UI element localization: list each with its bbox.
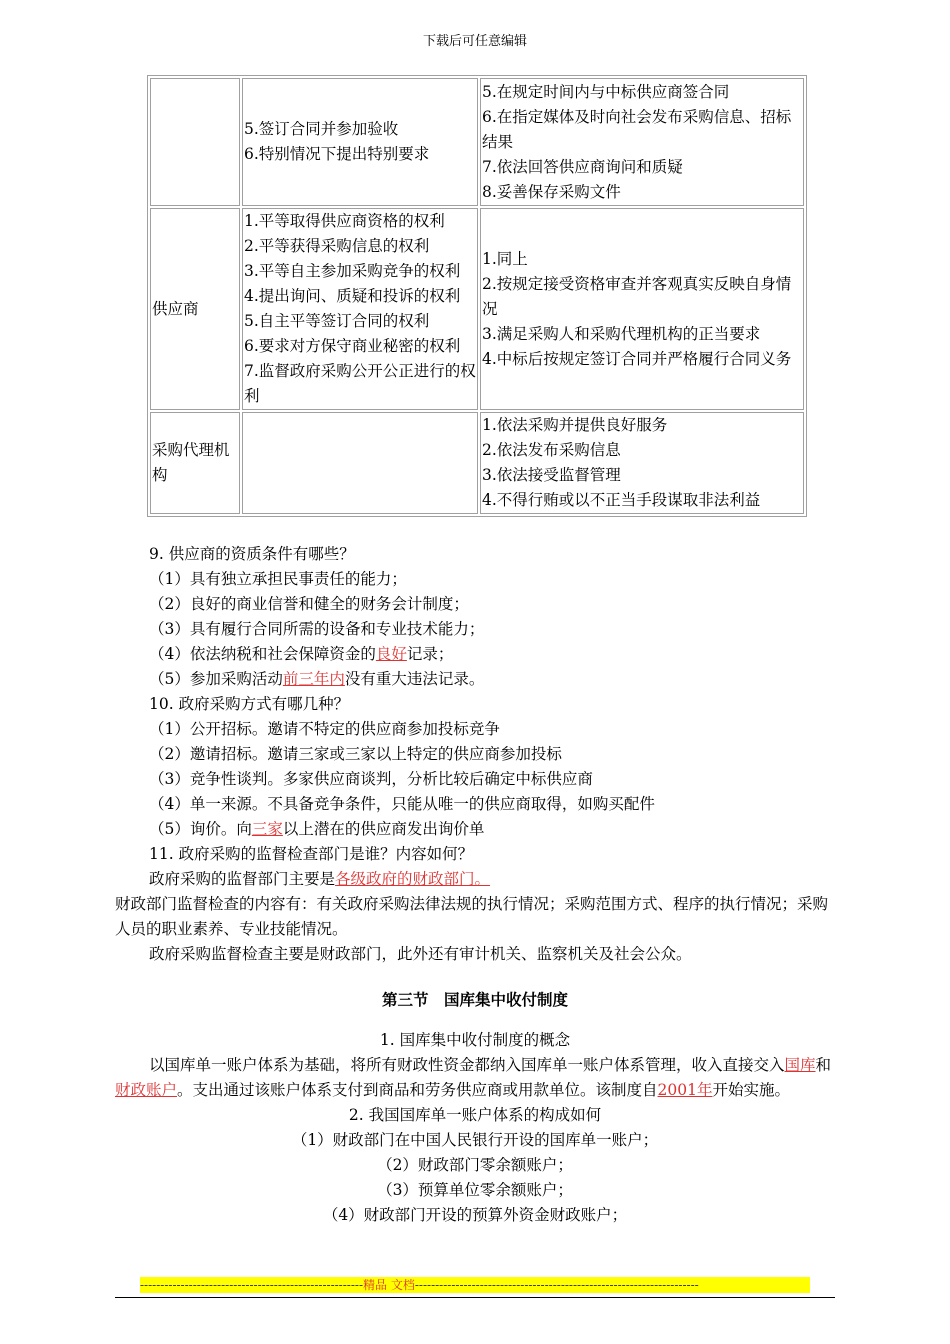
account-line: （4）财政部门开设的预算外资金财政账户； xyxy=(322,1206,628,1224)
cell-line: 6.在指定媒体及时向社会发布采购信息、招标结果 xyxy=(482,107,792,151)
rights-obligations-table xyxy=(147,75,807,517)
cell-line: 2.依法发布采购信息 xyxy=(482,441,621,459)
page-header: 下载后可任意编辑 xyxy=(422,34,527,49)
account-line: （1）财政部门在中国人民银行开设的国库单一账户； xyxy=(291,1131,659,1149)
row3-col2 xyxy=(242,412,478,514)
q9-line: （3）具有履行合同所需的设备和专业技术能力； xyxy=(149,620,485,638)
cell-line: 8.妥善保存采购文件 xyxy=(482,182,621,201)
q9-line xyxy=(115,642,835,667)
cell-line: 4.不得行贿或以不正当手段谋取非法利益 xyxy=(482,491,761,509)
q9-title: 9. 供应商的资质条件有哪些？ xyxy=(149,545,355,563)
text: 和 xyxy=(815,1056,832,1074)
section-title: 第三节 国库集中收付制度 xyxy=(381,990,568,1009)
q11-paragraph: 政府采购监督检查主要是财政部门，此外还有审计机关、监察机关及社会公众。 xyxy=(149,945,692,963)
highlight-text: 三家 xyxy=(251,820,283,838)
footer-text: 精品 文档 xyxy=(363,1278,415,1292)
text: 政府采购的监督部门主要是 xyxy=(149,870,336,888)
cell-line: 1.同上 xyxy=(482,249,528,268)
text: 以国库单一账户体系为基础，将所有财政性资金都纳入国库单一账户体系管理，收入直接交入 xyxy=(149,1056,785,1074)
cell-line: 3.满足采购人和采购代理机构的正当要求 xyxy=(482,324,761,343)
account-line: （3）预算单位零余额账户； xyxy=(377,1181,573,1199)
cell-line: 1.依法采购并提供良好服务 xyxy=(482,416,668,434)
q11-paragraph: 财政部门监督检查的内容有：有关政府采购法律法规的执行情况；采购范围方式、程序的执行情况；采购人员的职业素养、专业技能情况。 xyxy=(115,895,829,938)
cell-line: 6.特别情况下提出特别要求 xyxy=(244,145,430,163)
text: 记录； xyxy=(406,645,454,663)
text: （4）依法纳税和社会保障资金的 xyxy=(149,645,376,663)
highlight-text: 前三年内 xyxy=(282,670,345,688)
q11-paragraph xyxy=(115,867,835,892)
row3-col1: 采购代理机构 xyxy=(150,412,240,514)
subsection-title: 2. 我国国库单一账户体系的构成如何 xyxy=(348,1106,602,1124)
section-paragraph xyxy=(115,1053,835,1103)
cell-line: 6.要求对方保守商业秘密的权利 xyxy=(244,337,461,355)
cell-line: 7.监督政府采购公开公正进行的权利 xyxy=(244,362,476,405)
row2-col3 xyxy=(480,208,804,410)
cell-line: 5.自主平等签订合同的权利 xyxy=(244,312,430,330)
cell-line: 5.签订合同并参加验收 xyxy=(244,120,399,138)
subsection-title: 1. 国库集中收付制度的概念 xyxy=(379,1031,571,1049)
footer-banner xyxy=(140,1277,810,1293)
table-row xyxy=(150,208,804,410)
cell-line: 3.依法接受监督管理 xyxy=(482,466,621,484)
q9-line: （1）具有独立承担民事责任的能力； xyxy=(149,570,407,588)
q10-title: 10. 政府采购方式有哪几种？ xyxy=(149,695,350,713)
cell-line: 2.按规定接受资格审查并客观真实反映自身情况 xyxy=(482,274,792,318)
text: 以上潜在的供应商发出询价单 xyxy=(282,820,485,838)
account-line: （2）财政部门零余额账户； xyxy=(377,1156,573,1174)
q11-title: 11. 政府采购的监督检查部门是谁？内容如何？ xyxy=(149,845,474,863)
row1-col3 xyxy=(480,78,804,206)
q10-line: （2）邀请招标。邀请三家或三家以上特定的供应商参加投标 xyxy=(149,745,562,763)
text: （5）参加采购活动 xyxy=(149,670,283,688)
highlight-text: 各级政府的财政部门。 xyxy=(335,870,491,888)
row1-col1 xyxy=(150,78,240,206)
q10-line xyxy=(115,817,835,842)
text: 没有重大违法记录。 xyxy=(344,670,485,688)
main-content xyxy=(115,542,835,1228)
table-row xyxy=(150,78,804,206)
text: 。支出通过该账户体系支付到商品和劳务供应商或用款单位。该制度自 xyxy=(177,1081,658,1099)
row3-col3 xyxy=(480,412,804,514)
cell-line: 4.提出询问、质疑和投诉的权利 xyxy=(244,287,461,305)
row1-col2 xyxy=(242,78,478,206)
q10-line: （4）单一来源。不具备竞争条件，只能从唯一的供应商取得，如购买配件 xyxy=(149,795,655,813)
highlight-text: 国库 xyxy=(784,1056,816,1074)
cell-line: 5.在规定时间内与中标供应商签合同 xyxy=(482,82,730,101)
q9-line: （2）良好的商业信誉和健全的财务会计制度； xyxy=(149,595,469,613)
text: 开始实施。 xyxy=(712,1081,790,1099)
q9-line xyxy=(115,667,835,692)
q10-line: （1）公开招标。邀请不特定的供应商参加投标竞争 xyxy=(149,720,500,738)
row2-col1: 供应商 xyxy=(150,208,240,410)
highlight-text: 良好 xyxy=(375,645,407,663)
table-row xyxy=(150,412,804,514)
row2-col2 xyxy=(242,208,478,410)
cell-line: 7.依法回答供应商询问和质疑 xyxy=(482,157,683,176)
q10-line: （3）竞争性谈判。多家供应商谈判，分析比较后确定中标供应商 xyxy=(149,770,593,788)
footer-dashes: ------------------------------------------------------- xyxy=(140,1278,364,1292)
footer-rule xyxy=(115,1297,835,1298)
text: （5）询价。向 xyxy=(149,820,252,838)
highlight-text: 2001年 xyxy=(657,1081,713,1099)
cell-line: 2.平等获得采购信息的权利 xyxy=(244,237,430,255)
highlight-text: 财政账户 xyxy=(115,1081,178,1099)
cell-line: 1.平等取得供应商资格的权利 xyxy=(244,212,445,230)
footer-dashes: ---------------------------------------------------------------------- xyxy=(414,1278,699,1292)
cell-line: 4.中标后按规定签订合同并严格履行合同义务 xyxy=(482,349,792,368)
cell-line: 3.平等自主参加采购竞争的权利 xyxy=(244,262,461,280)
